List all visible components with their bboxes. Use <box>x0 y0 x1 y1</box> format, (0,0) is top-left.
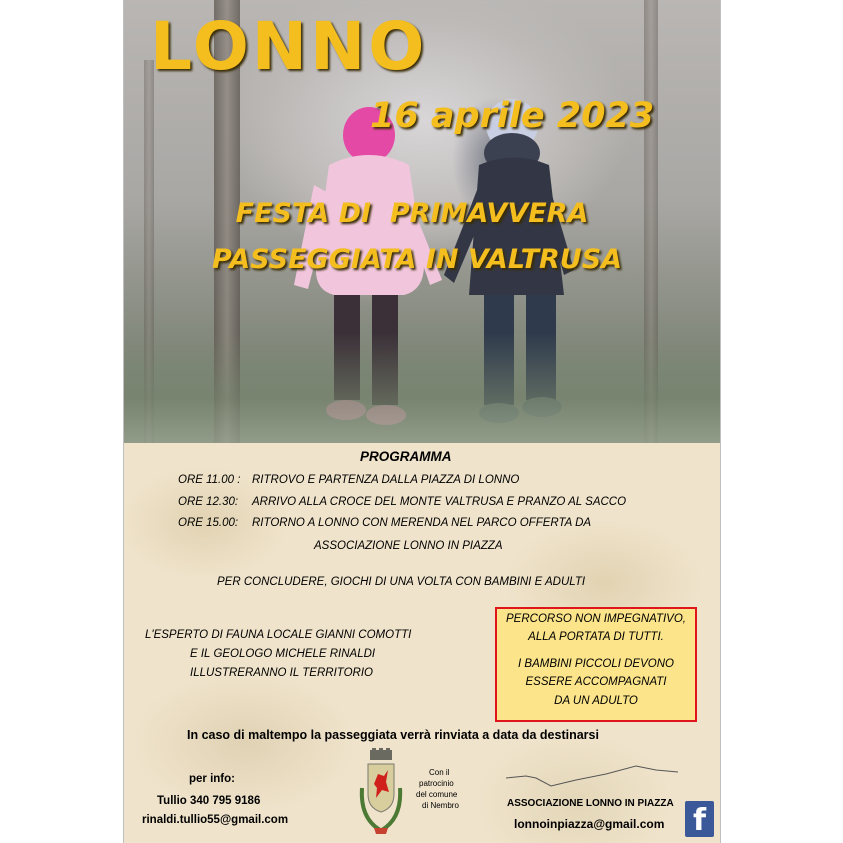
association-name: ASSOCIAZIONE LONNO IN PIAZZA <box>507 798 674 809</box>
program-item-continued: ASSOCIAZIONE LONNO IN PIAZZA <box>314 540 503 552</box>
notice-box <box>495 607 697 722</box>
program-item: RITROVO E PARTENZA DALLA PIAZZA DI LONNO <box>252 474 520 486</box>
mountain-outline-icon <box>506 762 678 792</box>
event-subtitle: PASSEGGIATA IN VALTRUSA <box>211 244 623 275</box>
event-subtitle: FESTA DI PRIMAVVERA <box>235 198 589 229</box>
contact-phone: Tullio 340 795 9186 <box>157 795 261 807</box>
coat-of-arms-icon <box>356 748 406 838</box>
program-time: ORE 15.00: <box>178 517 239 529</box>
patronage-line: di Nembro <box>422 801 459 810</box>
program-time: ORE 11.00 : <box>178 474 241 486</box>
experts-line: L'ESPERTO DI FAUNA LOCALE GIANNI COMOTTI <box>145 629 412 641</box>
hero-photo <box>124 0 720 443</box>
contact-label: per info: <box>189 773 235 785</box>
notice-line: ALLA PORTATA DI TUTTI. <box>528 631 664 643</box>
association-email[interactable]: lonnoinpiazza@gmail.com <box>514 817 665 831</box>
patronage-line: patrocinio <box>419 779 454 788</box>
experts-line: E IL GEOLOGO MICHELE RINALDI <box>190 648 376 660</box>
contact-email[interactable]: rinaldi.tullio55@gmail.com <box>142 814 289 826</box>
poster <box>123 0 721 843</box>
program-time: ORE 12.30: <box>178 496 239 508</box>
notice-line: PERCORSO NON IMPEGNATIVO, <box>506 613 686 625</box>
experts-line: ILLUSTRERANNO IL TERRITORIO <box>190 667 373 679</box>
poster-title: LONNO <box>150 8 428 85</box>
meadow <box>124 333 720 443</box>
program-heading: PROGRAMMA <box>360 449 452 464</box>
notice-line: DA UN ADULTO <box>554 695 638 707</box>
weather-note: In caso di maltempo la passeggiata verrà rinviata a data da destinarsi <box>187 728 599 742</box>
program-item: ARRIVO ALLA CROCE DEL MONTE VALTRUSA E PRANZO AL SACCO <box>252 496 627 508</box>
facebook-icon[interactable]: f <box>685 801 714 837</box>
patronage-line: del comune <box>416 790 458 799</box>
notice-line: I BAMBINI PICCOLI DEVONO <box>518 658 674 670</box>
program-closing: PER CONCLUDERE, GIOCHI DI UNA VOLTA CON BAMBINI E ADULTI <box>217 576 586 588</box>
patronage-line: Con il <box>429 768 450 777</box>
event-date: 16 aprile 2023 <box>370 96 655 136</box>
program-item: RITORNO A LONNO CON MERENDA NEL PARCO OFFERTA DA <box>252 517 592 529</box>
notice-line: ESSERE ACCOMPAGNATI <box>525 676 667 688</box>
